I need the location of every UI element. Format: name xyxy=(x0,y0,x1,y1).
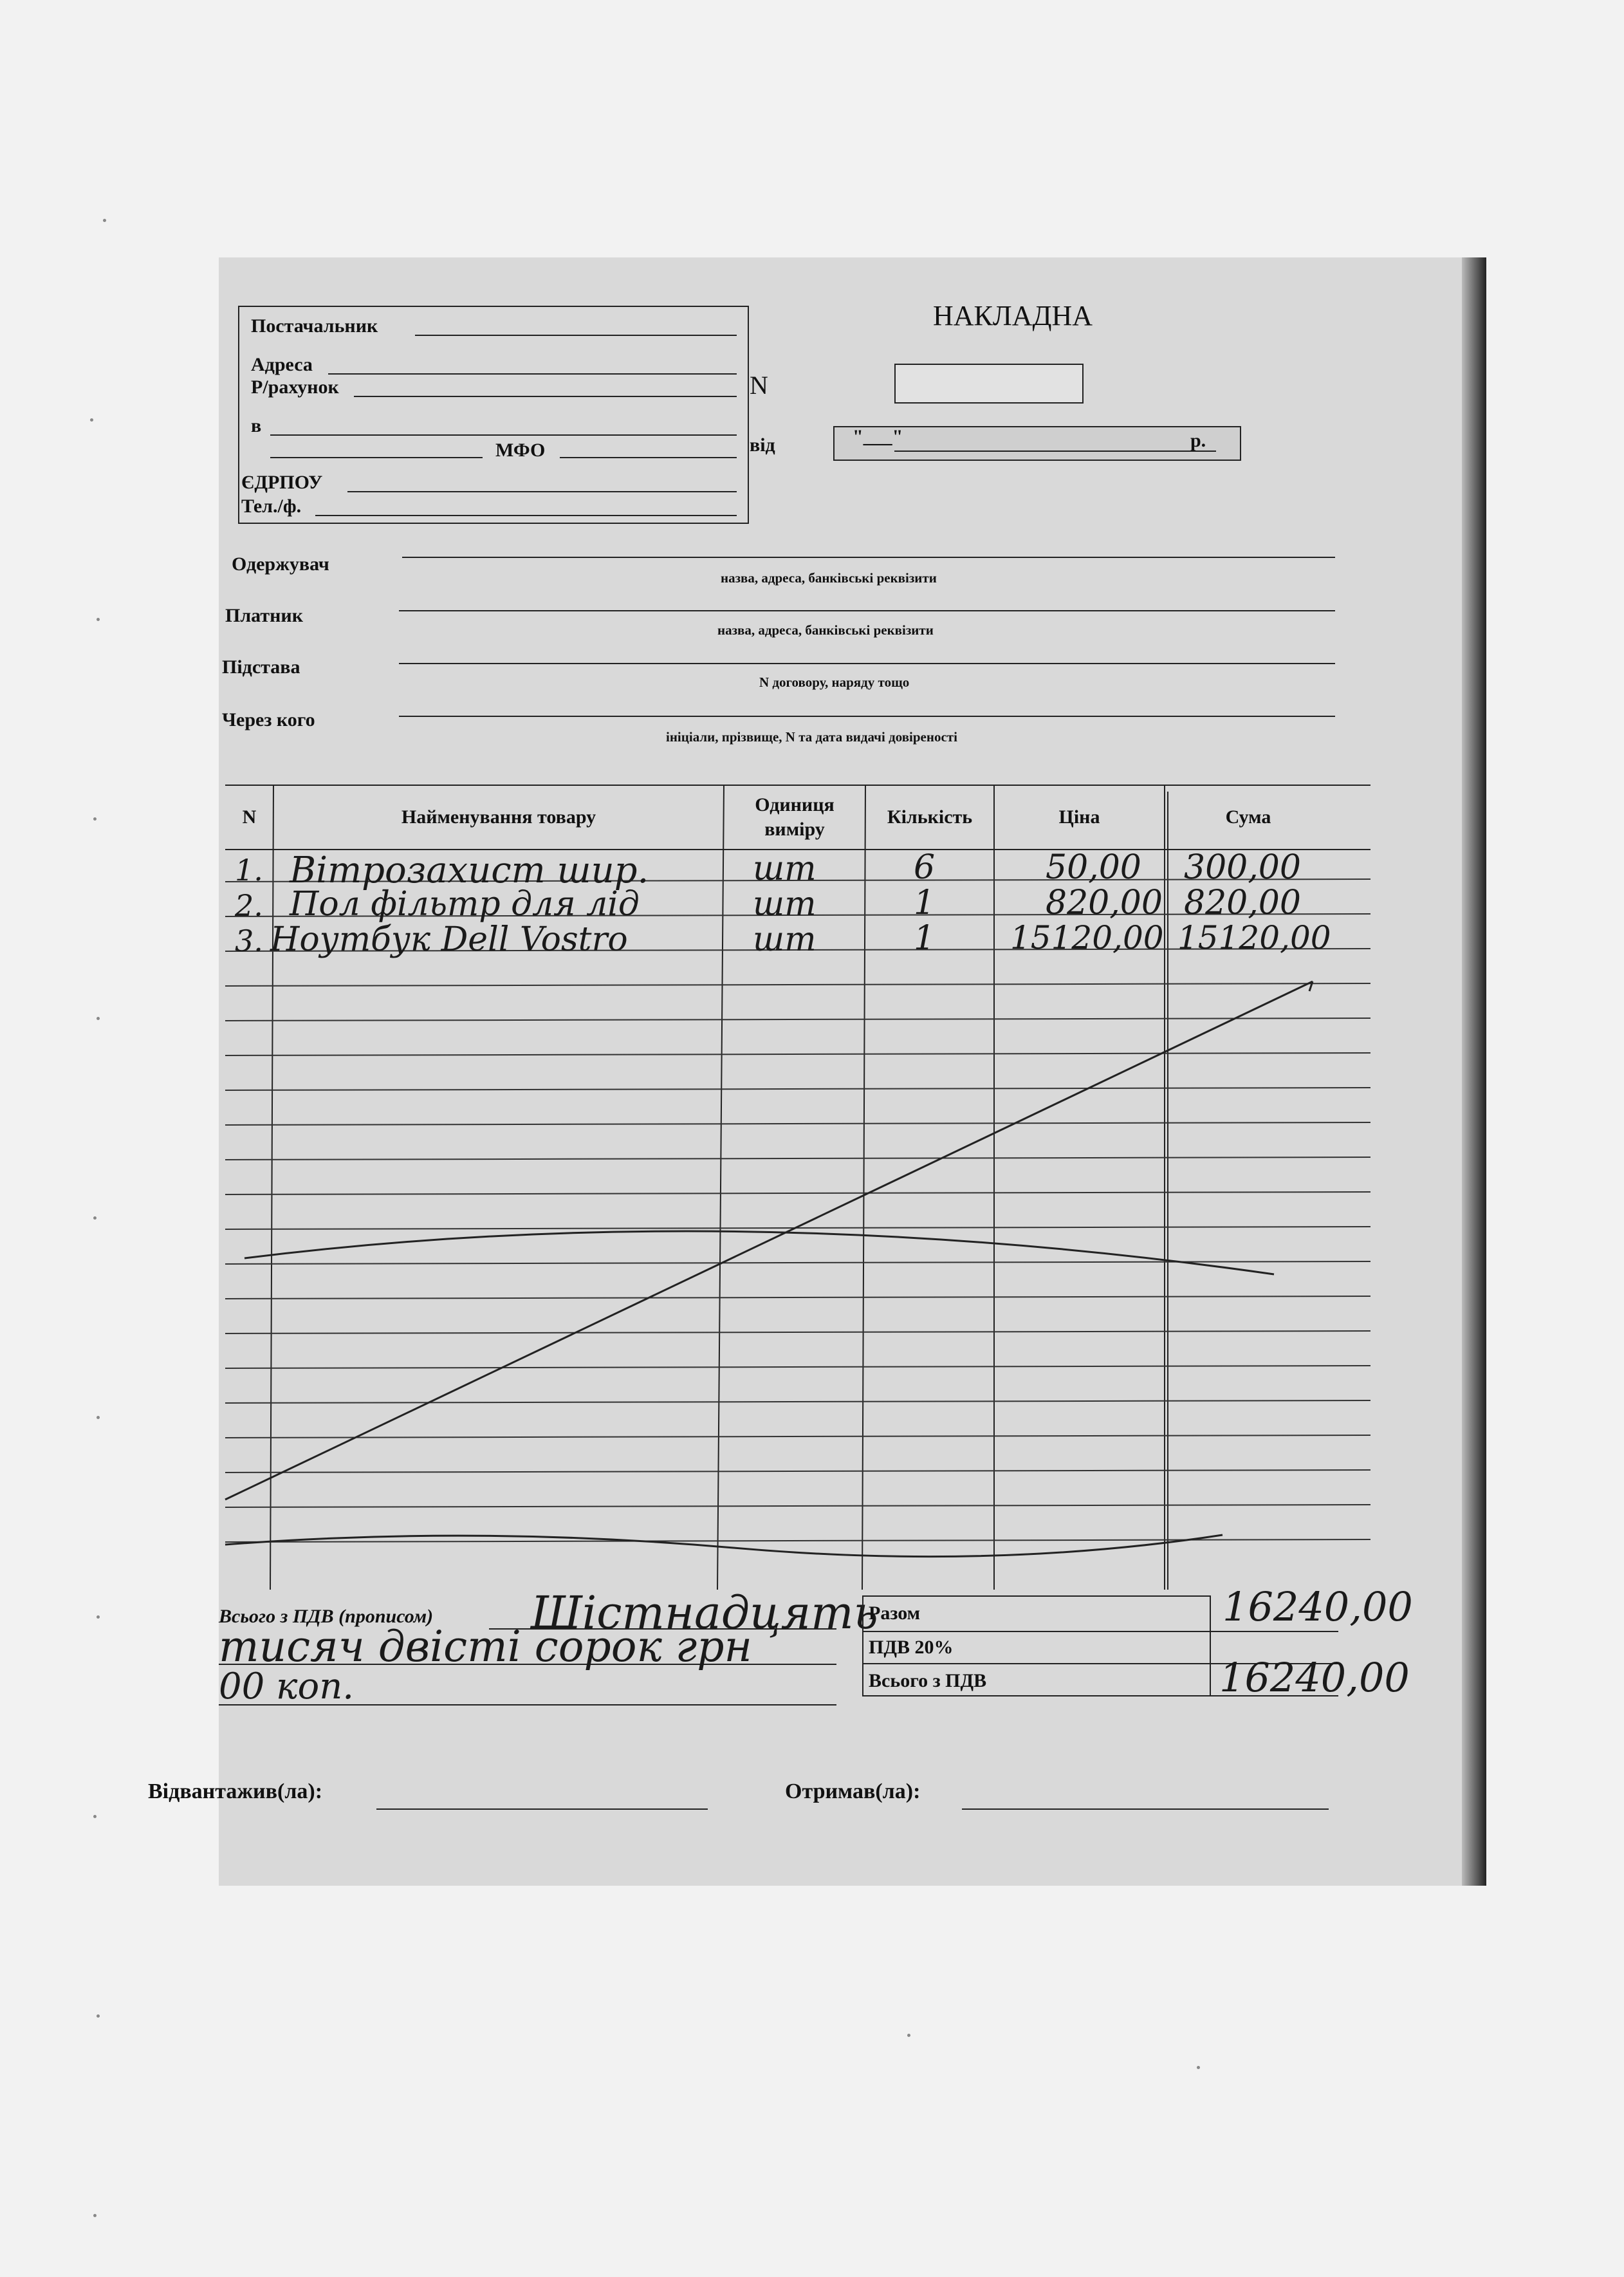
amount-in-words xyxy=(219,1586,878,1718)
shipped-label: Відвантажив(ла): xyxy=(148,1780,323,1803)
basis-label: Підстава xyxy=(222,656,300,678)
date-value: "___" xyxy=(853,426,903,447)
row-name: Пол фільтр для лід xyxy=(290,885,640,924)
address-label: Адреса xyxy=(251,354,313,375)
date-suffix: р. xyxy=(1190,430,1206,451)
table-rule xyxy=(225,1088,1370,1090)
mfo-label: МФО xyxy=(495,440,546,461)
date-label: від xyxy=(750,434,775,456)
row-price: 820,00 xyxy=(1046,884,1163,922)
row-unit: шт xyxy=(753,850,817,888)
row-price: 15120,00 xyxy=(1010,919,1164,956)
col-header-unit: Одиниця виміру xyxy=(755,794,835,840)
recipient-label: Одержувач xyxy=(232,553,329,575)
words-line-1: Шістнадцять xyxy=(531,1586,878,1639)
words-label: Всього з ПДВ (прописом) xyxy=(219,1606,434,1627)
total-value: 16240,00 xyxy=(1219,1654,1410,1701)
table-rule xyxy=(225,1400,1370,1403)
row-number: 1. xyxy=(235,853,263,888)
total-label: Всього з ПДВ xyxy=(869,1670,987,1691)
col-header-price: Ціна xyxy=(1058,806,1100,828)
document-title: НАКЛАДНА xyxy=(933,300,1093,331)
table-rule xyxy=(225,1018,1370,1021)
col-header-qty: Кількість xyxy=(887,806,973,828)
table-rule xyxy=(225,1053,1370,1055)
vat-label: ПДВ 20% xyxy=(869,1637,954,1658)
col-header-name: Найменування товару xyxy=(401,806,596,828)
bank-label: в xyxy=(251,415,262,436)
subtotal-value: 16240,00 xyxy=(1223,1583,1413,1630)
row-qty: 6 xyxy=(914,848,936,887)
table-rule xyxy=(225,983,1370,986)
payer-hint: назва, адреса, банківські реквізити xyxy=(717,622,934,638)
supplier-label: Постачальник xyxy=(251,315,378,337)
invoice-photo xyxy=(148,257,1486,1886)
totals-box xyxy=(862,1583,1413,1701)
row-sum: 820,00 xyxy=(1184,884,1301,922)
row-qty: 1 xyxy=(914,919,936,958)
table-rule xyxy=(225,1470,1370,1473)
row-qty: 1 xyxy=(914,884,936,922)
table-rule xyxy=(225,1435,1370,1438)
row-price: 50,00 xyxy=(1046,848,1141,887)
number-label: N xyxy=(750,371,768,400)
phone-label: Тел./ф. xyxy=(241,496,302,517)
table-rule xyxy=(225,1192,1370,1194)
col-header-n: N xyxy=(242,806,257,828)
table-rule xyxy=(225,1331,1370,1334)
edrpou-label: ЄДРПОУ xyxy=(241,472,323,493)
table-rule xyxy=(225,1505,1370,1507)
row-number: 3. xyxy=(235,924,263,958)
row-sum: 15120,00 xyxy=(1177,919,1331,956)
payer-label: Платник xyxy=(225,605,303,626)
row-sum: 300,00 xyxy=(1184,848,1301,887)
received-label: Отримав(ла): xyxy=(785,1780,921,1803)
table-rule xyxy=(225,1539,1370,1542)
words-line-3: 00 коп. xyxy=(219,1666,355,1707)
via-label: Через кого xyxy=(222,709,315,730)
row-name: Вітрозахист шир. xyxy=(290,850,649,891)
account-label: Р/рахунок xyxy=(251,376,339,398)
basis-hint: N договору, наряду тощо xyxy=(759,674,910,690)
table-rule xyxy=(225,1366,1370,1368)
recipient-hint: назва, адреса, банківські реквізити xyxy=(721,570,937,586)
table-rule xyxy=(225,1122,1370,1125)
row-number: 2. xyxy=(235,888,263,923)
row-unit: шт xyxy=(753,885,817,924)
table-rule xyxy=(225,1296,1370,1299)
subtotal-label: Разом xyxy=(869,1603,921,1624)
words-line-2: тисяч двісті сорок грн xyxy=(219,1622,752,1671)
col-header-sum: Сума xyxy=(1225,806,1271,828)
via-hint: ініціали, прізвище, N та дата видачі довіреності xyxy=(666,729,957,745)
table-rule xyxy=(225,1157,1370,1160)
row-name: Ноутбук Dell Vostro xyxy=(270,920,628,959)
row-unit: шт xyxy=(753,920,817,959)
